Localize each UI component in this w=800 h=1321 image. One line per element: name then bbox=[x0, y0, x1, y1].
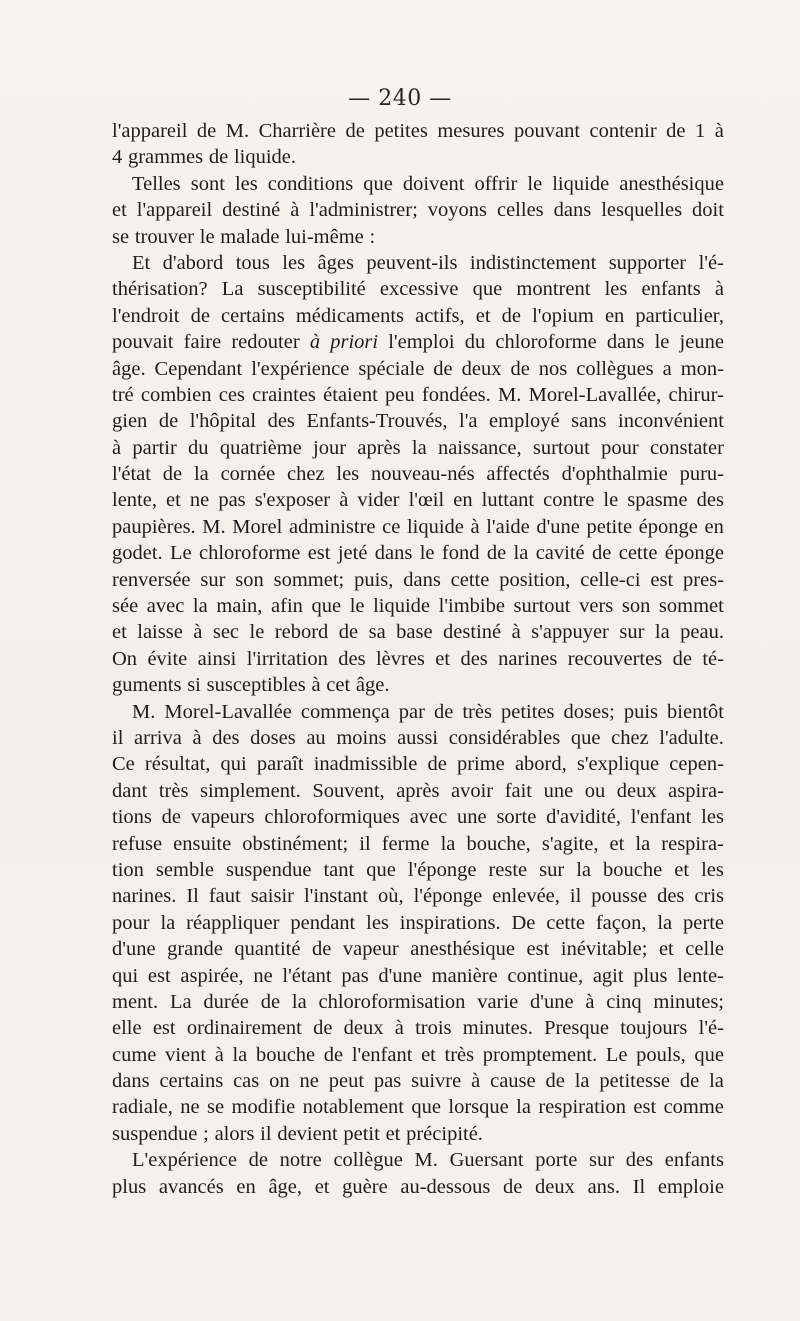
text-line: dans certains cas on ne peut pas suivre à cause de la petitesse de la bbox=[112, 1070, 724, 1093]
text-line: renversée sur son sommet; puis, dans cette position, celle-ci est pres- bbox=[112, 568, 724, 591]
paragraph bbox=[112, 1147, 724, 1200]
text-line: guments si susceptibles à cet âge. bbox=[112, 674, 390, 697]
text-line: lente, et ne pas s'exposer à vider l'œil en luttant contre le spasme des bbox=[112, 489, 724, 512]
paragraph bbox=[112, 699, 724, 1148]
text-line: il arriva à des doses au moins aussi considérables que chez l'adulte. bbox=[112, 726, 724, 749]
text-line: et l'appareil destiné à l'administrer; voyons celles dans lesquelles doit bbox=[112, 199, 724, 222]
text-line: elle est ordinairement de deux à trois minutes. Presque toujours l'é- bbox=[112, 1017, 724, 1040]
text-line: refuse ensuite obstinément; il ferme la bouche, s'agite, et la respira- bbox=[112, 832, 724, 855]
text-line: sée avec la main, afin que le liquide l'imbibe surtout vers son sommet bbox=[112, 595, 724, 618]
text-line: godet. Le chloroforme est jeté dans le fond de la cavité de cette éponge bbox=[112, 542, 724, 565]
text-line: 4 grammes de liquide. bbox=[112, 146, 297, 169]
text-line: l'endroit de certains médicaments actifs, et de l'opium en particulier, bbox=[112, 304, 724, 327]
text-line: tion semble suspendue tant que l'éponge reste sur la bouche et les bbox=[112, 858, 724, 881]
body-text bbox=[112, 118, 724, 1200]
paragraph bbox=[112, 250, 724, 699]
text-line: qui est aspirée, ne l'étant pas d'une manière continue, agit plus lente- bbox=[112, 964, 724, 987]
text-line: M. Morel-Lavallée commença par de très petites doses; puis bientôt bbox=[132, 700, 724, 723]
text-line: se trouver le malade lui-même : bbox=[112, 225, 376, 248]
text-line: Et d'abord tous les âges peuvent-ils indistinctement supporter l'é- bbox=[132, 251, 724, 274]
text-line: suspendue ; alors il devient petit et précipité. bbox=[112, 1122, 483, 1145]
text-line: dant très simplement. Souvent, après avoir fait une ou deux aspira- bbox=[112, 779, 724, 802]
text-line: à partir du quatrième jour après la naissance, surtout pour constater bbox=[112, 436, 724, 459]
text-line: L'expérience de notre collègue M. Guersant porte sur des enfants bbox=[132, 1149, 724, 1172]
text-line: narines. Il faut saisir l'instant où, l'éponge enlevée, il pousse des cris bbox=[112, 885, 724, 908]
text-line: radiale, ne se modifie notablement que lorsque la respiration est comme bbox=[112, 1096, 724, 1119]
text-line: pour la réappliquer pendant les inspirations. De cette façon, la perte bbox=[112, 911, 724, 934]
text-line: On évite ainsi l'irritation des lèvres et des narines recouvertes de té- bbox=[112, 647, 724, 670]
paragraph bbox=[112, 171, 724, 250]
text-line: l'état de la cornée chez les nouveau-nés affectés d'ophthalmie puru- bbox=[112, 463, 724, 486]
text-line: pouvait faire redouter à priori l'emploi du chloroforme dans le jeune bbox=[112, 331, 724, 354]
text-line: paupières. M. Morel administre ce liquide à l'aide d'une petite éponge en bbox=[112, 515, 724, 538]
text-line: et laisse à sec le rebord de sa base destiné à s'appuyer sur la peau. bbox=[112, 621, 724, 644]
text-line: d'une grande quantité de vapeur anesthésique est inévitable; et celle bbox=[112, 938, 724, 961]
text-line: âge. Cependant l'expérience spéciale de deux de nos collègues a mon- bbox=[112, 357, 724, 380]
text-line: Telles sont les conditions que doivent offrir le liquide anesthésique bbox=[132, 172, 724, 195]
text-line: tré combien ces craintes étaient peu fondées. M. Morel-Lavallée, chirur- bbox=[112, 383, 724, 406]
text-line: cume vient à la bouche de l'enfant et très promptement. Le pouls, que bbox=[112, 1043, 724, 1066]
text-line: gien de l'hôpital des Enfants-Trouvés, l'a employé sans inconvénient bbox=[112, 410, 724, 433]
text-line: l'appareil de M. Charrière de petites mesures pouvant contenir de 1 à bbox=[112, 120, 724, 142]
text-line: Ce résultat, qui paraît inadmissible de prime abord, s'explique cepen- bbox=[112, 753, 724, 776]
text-line: plus avancés en âge, et guère au-dessous de deux ans. Il emploie bbox=[112, 1175, 724, 1198]
text-line: thérisation? La susceptibilité excessive que montrent les enfants à bbox=[112, 278, 724, 301]
page-number: — 240 — bbox=[348, 86, 452, 111]
text-line: ment. La durée de la chloroformisation varie d'une à cinq minutes; bbox=[112, 990, 724, 1013]
text-line: tions de vapeurs chloroformiques avec une sorte d'avidité, l'enfant les bbox=[112, 806, 724, 829]
paragraph bbox=[112, 118, 724, 171]
